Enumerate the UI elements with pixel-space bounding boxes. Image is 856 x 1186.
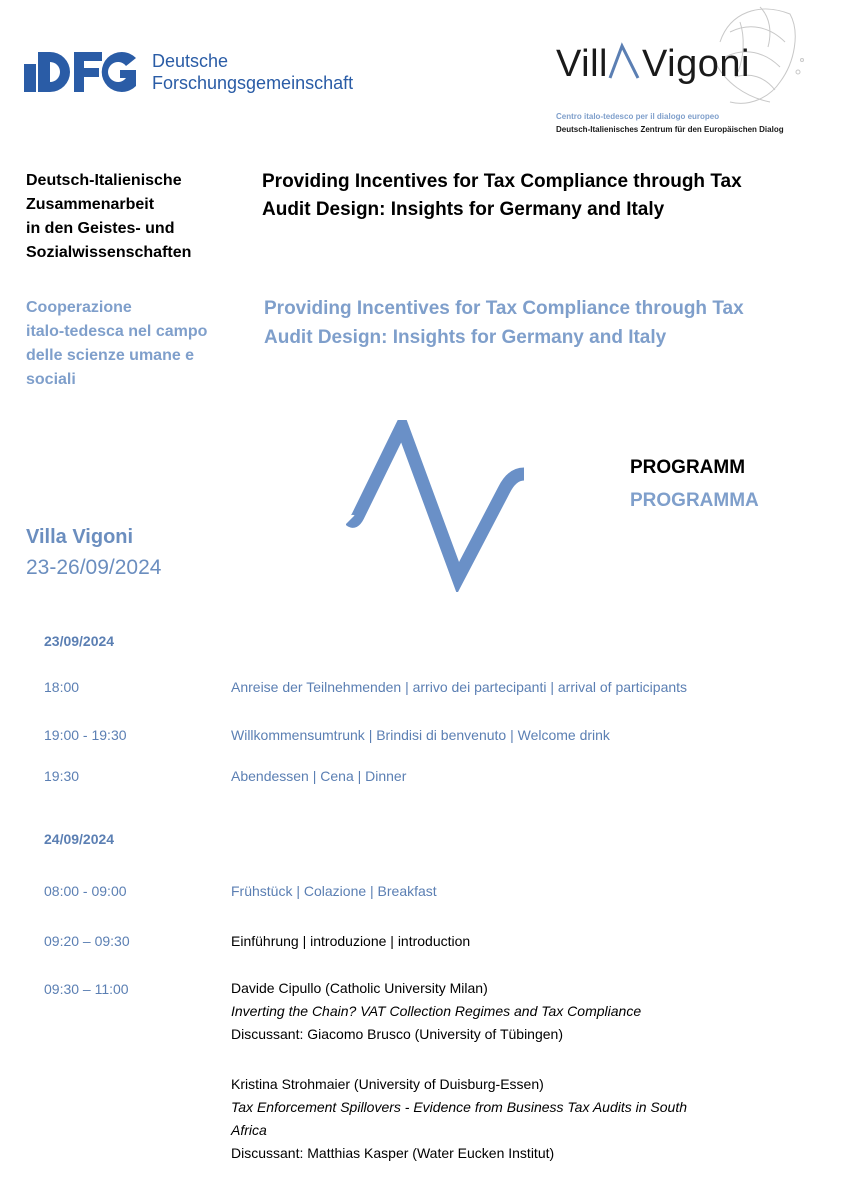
talk-discussant: Discussant: Matthias Kasper (Water Eucken Institut) bbox=[231, 1145, 555, 1161]
day-heading: 23/09/2024 bbox=[44, 633, 115, 649]
talk-title: Inverting the Chain? VAT Collection Regimes and Tax Compliance bbox=[231, 1003, 642, 1019]
villa-vigoni-a-icon bbox=[608, 42, 642, 80]
villa-vigoni-subtitle-de: Deutsch-Italienisches Zentrum für den Europäischen Dialog bbox=[556, 125, 784, 134]
talk-title: Tax Enforcement Spillovers - Evidence from Business Tax Audits in South bbox=[231, 1099, 687, 1115]
talk-speaker: Davide Cipullo (Catholic University Milan) bbox=[231, 980, 488, 996]
villa-vigoni-wordmark: Vill Vigoni bbox=[556, 43, 750, 85]
talk-speaker: Kristina Strohmaier (University of Duisburg-Essen) bbox=[231, 1076, 544, 1092]
schedule-event: Willkommensumtrunk | Brindisi di benvenuto | Welcome drink bbox=[231, 727, 610, 743]
schedule-time: 18:00 bbox=[44, 679, 80, 695]
event-title-it: Providing Incentives for Tax Compliance through Tax Audit Design: Insights for Germany and Italy bbox=[264, 298, 744, 348]
schedule-time: 19:30 bbox=[44, 768, 80, 784]
talk-block bbox=[231, 977, 791, 1046]
schedule-time: 08:00 - 09:00 bbox=[44, 883, 127, 899]
talk-block bbox=[231, 1073, 791, 1165]
programm-label-it: PROGRAMMA bbox=[630, 490, 759, 511]
series-title-it: Cooperazione italo-tedesca nel campo delle scienze umane e sociali bbox=[26, 299, 208, 388]
event-dates: 23-26/09/2024 bbox=[26, 556, 162, 579]
series-title-de: Deutsch-Italienische Zusammenarbeit in den Geistes- und Sozialwissenschaften bbox=[26, 172, 192, 261]
schedule-event: Einführung | introduzione | introduction bbox=[231, 933, 471, 949]
talk-discussant: Discussant: Giacomo Brusco (University of Tübingen) bbox=[231, 1026, 563, 1042]
schedule-time: 09:30 – 11:00 bbox=[44, 981, 129, 997]
programm-label-de: PROGRAMM bbox=[630, 457, 746, 478]
day-heading: 24/09/2024 bbox=[44, 831, 115, 847]
dfg-name: Deutsche Forschungsgemeinschaft bbox=[152, 51, 354, 93]
venue-name: Villa Vigoni bbox=[26, 526, 134, 548]
schedule-event: Frühstück | Colazione | Breakfast bbox=[231, 883, 437, 899]
schedule-event: Abendessen | Cena | Dinner bbox=[231, 768, 407, 784]
villa-vigoni-subtitle-it: Centro italo-tedesco per il dialogo europeo bbox=[556, 112, 720, 121]
schedule-time: 09:20 – 09:30 bbox=[44, 933, 130, 949]
event-title-de: Providing Incentives for Tax Compliance through Tax Audit Design: Insights for Germany and Italy bbox=[262, 171, 742, 220]
schedule-time: 19:00 - 19:30 bbox=[44, 727, 127, 743]
talk-title-continued: Africa bbox=[231, 1122, 267, 1138]
schedule-event: Anreise der Teilnehmenden | arrivo dei partecipanti | arrival of participants bbox=[231, 679, 688, 695]
villa-vigoni-emblem-icon bbox=[346, 420, 530, 592]
dfg-logo-mark bbox=[24, 52, 136, 92]
